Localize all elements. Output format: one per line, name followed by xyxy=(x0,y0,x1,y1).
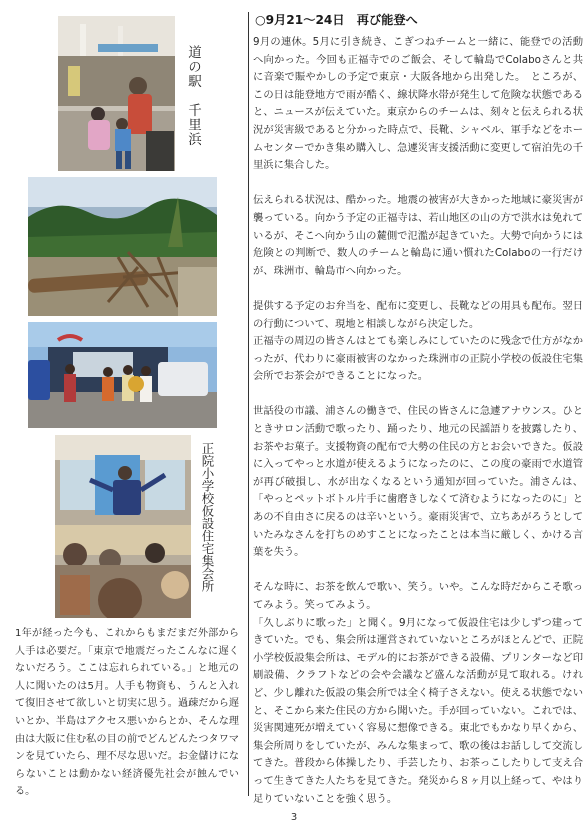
caption-community-hall: 正院小学校仮設住宅集会所 xyxy=(200,442,215,592)
photo-community-hall xyxy=(55,435,191,618)
left-column-text: 1年が経った今も、これからもまだまだ外部から人手は必要だ。「東京で地震だったこんなに遅くないだろう。ここは忘れられている。」と地元の人に聞いたのは5月。人手も物資も、うんと入れて復旧させて欲しいと切実に思う。過疎だから遅いとか、半島はアクセス悪いからとか、そんな理由は大阪に住む私の目の前でどんどんたつタワマンを見ていたら、理不尽な思いだ。お金儲けにならないことは動かない経済優先社会が蝕んでいる。 xyxy=(15,628,239,798)
caption-roadside-station: 道の駅 千里浜 xyxy=(185,45,201,147)
photo-flood-debris xyxy=(28,177,217,316)
article xyxy=(253,12,583,808)
page-number: 3 xyxy=(290,812,298,823)
photo-street-performance xyxy=(28,322,217,428)
photo-roadside-station xyxy=(58,16,175,171)
article-paragraph: 提供する予定のお弁当を、配布に変更し、長靴などの用具も配布。翌日の行動について、現地と相談しながら決定した。 正福寺の周辺の皆さんはとても楽しみにしていたのに残念で仕方がなかったが、代わりに豪雨被害のなかった珠洲市の正院小学校の仮設住宅集会所でお茶会ができることになった。 xyxy=(253,299,583,383)
article-paragraph: 伝えられる状況は、酷かった。地震の被害が大きかった地域に豪災害が襲っている。向かう予定の正福寺は、若山地区の山の方で洪水は免れているが、そこへ向かう山の麓側で氾濫が起きていた。大勢で向かうには危険との判断で、数人のチームと輪島に通い慣れたColaboの一行だけが、珠洲市、輪島市へ向かった。 xyxy=(253,194,583,277)
article-paragraph: 世話役の市議、浦さんの働きで、住民の皆さんに急遽アナウンス。ひとときサロン活動で歌ったり、踊ったり、地元の民謡語りを披露したり、お茶やお菓子。支援物資の配布で大勢の住民の方とお会いできた。仮設に入ってやっと水道が使えるようになったのに、この度の豪雨で水道管が再び破損し、水が出なくなるという通知が回っていた。浦さんは、「やっとペットボトル片手に歯磨きしなくて済むようになったのに」とあの不自由さに戻るのは辛いという。豪雨災害で、立ちあがろうとしていたみなさんを打ちのめすことになったことは本当に厳しく、かける言葉を失う。 xyxy=(253,405,583,559)
article-paragraph: そんな時に、お茶を飲んで歌い、笑う。いや。こんな時だからこそ歌ってみよう。笑ってみよう。 「久しぶりに歌った」と聞く。9月になって仮設住宅は少しずつ建ってきていた。でも、集会所は運営されていないところがほとんどで、正院小学校仮設集会所は、モデル的にお茶ができる設備、プリンターなど印刷設備、クラフトなどの会や会議など盛んな活動が見て取れる。けれど、少し離れた仮設の集会所では全く椅子さえない。使える状態でないと、そこから来た住民の方から聞いた。手が回っていない。これでは、災害関連死が増えていく容易に想像できる。東北でもかなり早くから、集会所周りをしていたが、みんな集まって、歌の後はお話しして交流してきた。普段から体操したり、手芸したり、お茶っこしたりして支え合って生きてきた人たちを見てきた。発災から８ヶ月以上経って、やはり足りていないことを強く思う。 xyxy=(253,581,583,805)
article-paragraph: 9月の連休。5月に引き続き、こぎつねチームと一緒に、能登での活動へ向かった。今回も正福寺でのご飯会、そして輪島でColaboさんと共に音楽で賑やかしの予定で東京・大阪各地から出発した。 ところが、この日は能登地方で雨が酷く、線状降水帯が発生して危険な状態であると、ニュースが伝えていた。東京からのチームは、刻々と伝えられる状況が災害級であると分かった時点で、長靴、シャベル、軍手などをホームセンターでかき集め購入し、急遽災害支援活動に変更して宿泊先の千里浜に集合した。 xyxy=(253,36,583,172)
article-heading: ○9月21～24日 再び能登へ xyxy=(255,13,418,27)
column-divider xyxy=(248,12,249,796)
